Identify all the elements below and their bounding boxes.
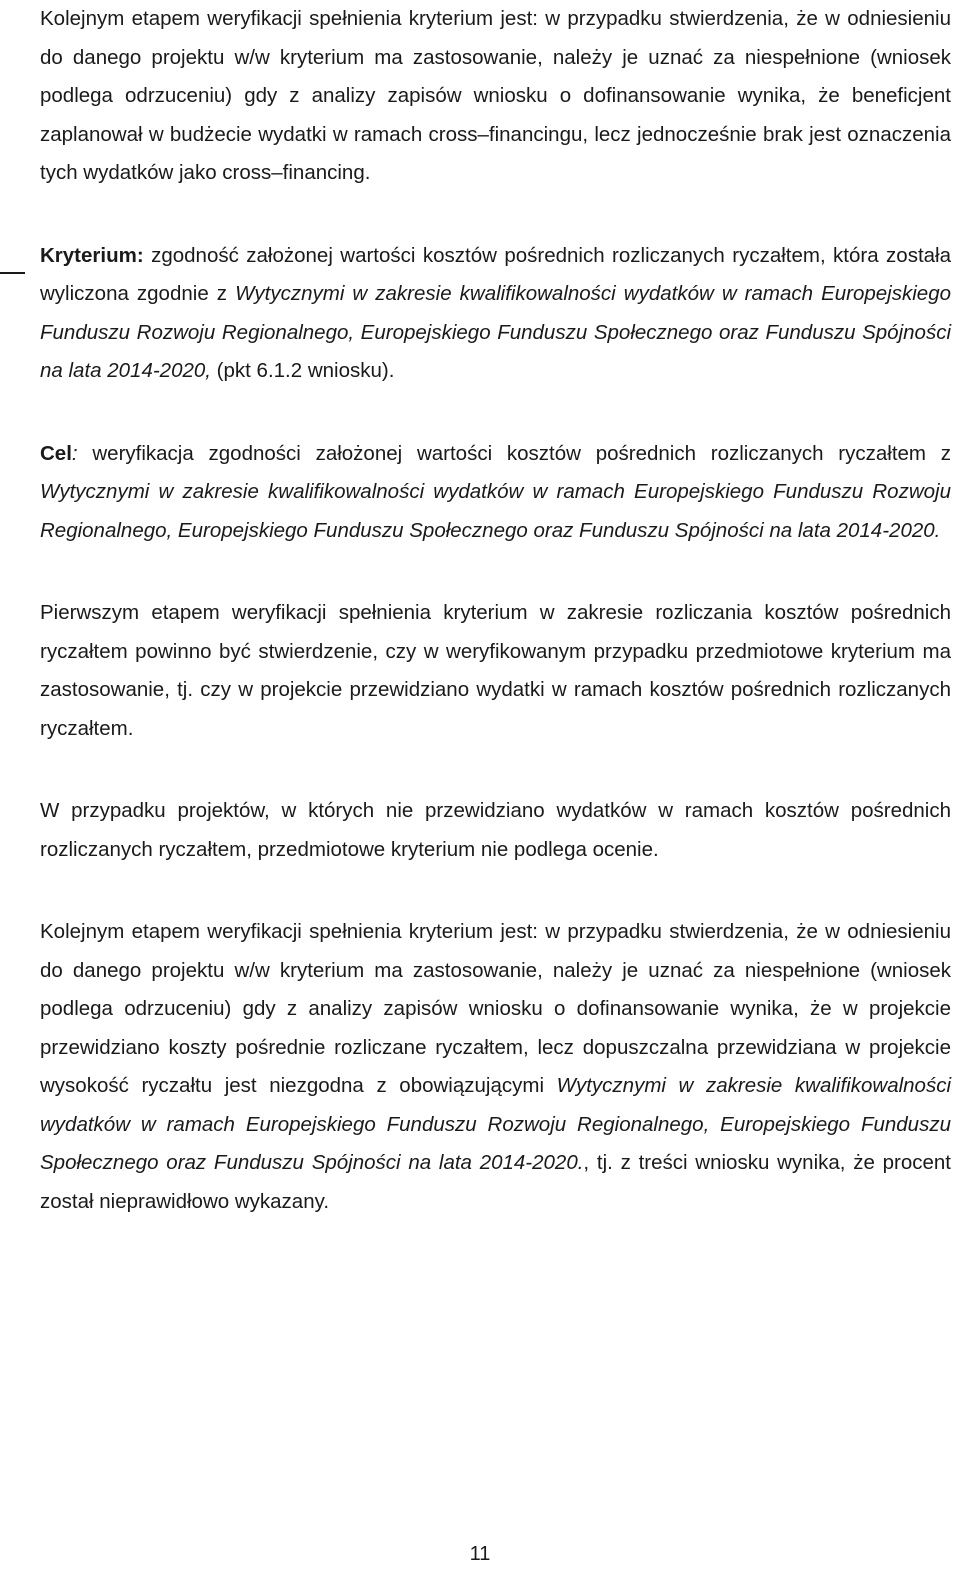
- next-stage-guidelines: Wytycznymi w zakresie kwalifikowalności wydatków w ramach Europejskiego Funduszu Rozwoju Regionalnego, Europejskiego Funduszu Społecznego oraz Funduszu Spójności na lata 2014-2020.: [40, 1074, 952, 1174]
- criterion-label: Kryterium:: [40, 243, 144, 267]
- criterion-reference: (pkt 6.1.2 wniosku).: [210, 359, 395, 382]
- criterion-text: zgodność założonej wartości kosztów pośrednich rozliczanych ryczałtem, która została wyliczona zgodnie z: [40, 243, 951, 305]
- paragraph-cross-financing: Kolejnym etapem weryfikacji spełnienia kryterium jest: w przypadku stwierdzenia, że w odniesieniu do danego projektu w/w kryterium ma zastosowanie, należy je uznać za niespełnione (wniosek podlega odrzuceniu) gdy z analizy zapisów wniosku o dofinansowanie wynika, że beneficjent zaplanował w budżecie wydatki w ramach cross–financingu, lecz jednocześnie brak jest oznaczenia tych wydatków jako cross–financing.: [40, 7, 951, 184]
- goal-guidelines: Wytycznymi w zakresie kwalifikowalności wydatków w ramach Europejskiego Funduszu Rozwoju Regionalnego, Europejskiego Funduszu Społecznego oraz Funduszu Spójności na lata 2014-2020.: [40, 480, 951, 542]
- next-stage-conclusion: , tj. z treści wniosku wynika, że procent został nieprawidłowo wykazany.: [40, 1151, 951, 1213]
- goal-label: Cel: [40, 441, 72, 465]
- paragraph-first-stage: Pierwszym etapem weryfikacji spełnienia kryterium w zakresie rozliczania kosztów pośrednich ryczałtem powinno być stwierdzenie, czy w weryfikowanym przypadku przedmiotowe kryterium ma zastosowanie, tj. czy w projekcie przewidziano wydatki w ramach kosztów pośrednich rozliczanych ryczałtem.: [40, 601, 951, 740]
- page-number: 11: [469, 1543, 491, 1565]
- document-body: [40, 0, 951, 1221]
- goal-paragraph: [40, 435, 951, 551]
- paragraph-not-applicable: W przypadku projektów, w których nie przewidziano wydatków w ramach kosztów pośrednich rozliczanych ryczałtem, przedmiotowe kryterium nie podlega ocenie.: [40, 799, 951, 861]
- goal-colon: :: [71, 441, 78, 465]
- criterion-guidelines: Wytycznymi w zakresie kwalifikowalności wydatków w ramach Europejskiego Funduszu Rozwoju Regionalnego, Europejskiego Funduszu Społecznego oraz Funduszu Spójności na lata 2014-2020,: [40, 282, 951, 382]
- list-dash: [0, 272, 25, 274]
- goal-text: weryfikacja zgodności założonej wartości kosztów pośrednich rozliczanych ryczałtem z: [77, 441, 951, 465]
- criterion-paragraph: [40, 237, 951, 391]
- paragraph-next-stage: [40, 913, 951, 1221]
- next-stage-text: Kolejnym etapem weryfikacji spełnienia kryterium jest: w przypadku stwierdzenia, że w odniesieniu do danego projektu w/w kryterium ma zastosowanie, należy je uznać za niespełnione (wniosek podlega odrzuceniu) gdy z analizy zapisów wniosku o dofinansowanie wynika, że w projekcie przewidziano koszty pośrednie rozliczane ryczałtem, lecz dopuszczalna przewidziana w projekcie wysokość ryczałtu jest niezgodna z obowiązującymi: [40, 920, 951, 1097]
